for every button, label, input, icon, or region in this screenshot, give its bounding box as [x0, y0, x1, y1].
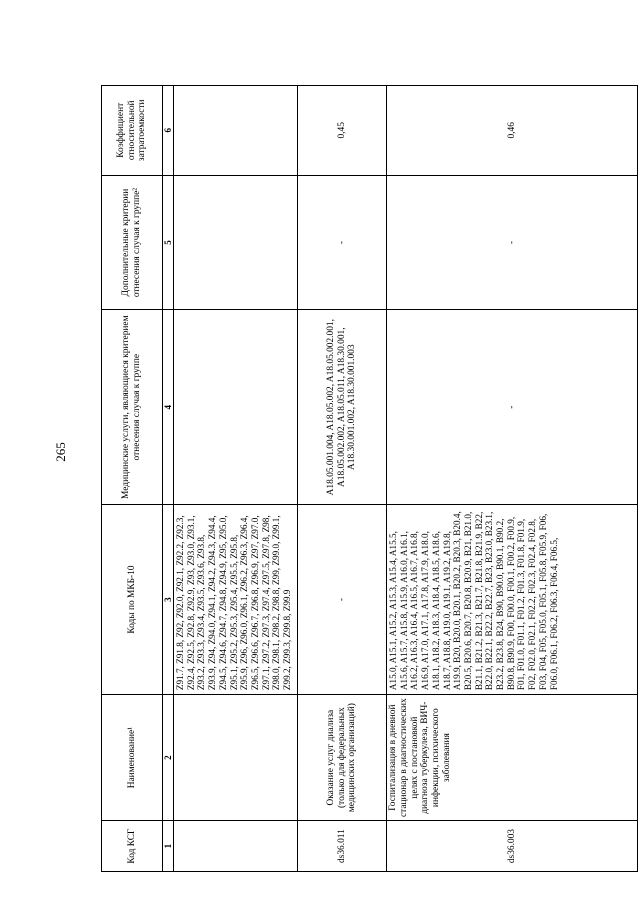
- table-row: [387, 86, 638, 872]
- cell-extra-criteria: [174, 175, 298, 310]
- cell-extra-criteria: -: [387, 175, 638, 310]
- cell-coefficient: 0,45: [297, 86, 386, 176]
- column-number: 2: [163, 695, 174, 821]
- column-number: 3: [163, 505, 174, 695]
- ksg-table: [101, 85, 638, 872]
- cell-coefficient: 0,46: [387, 86, 638, 176]
- table-row: [174, 86, 298, 872]
- column-number: 4: [163, 310, 174, 505]
- cell-name: [174, 695, 298, 821]
- column-number: 5: [163, 175, 174, 310]
- cell-name: Госпитализация в дневной стационар в диагностических целях с постановкой диагноза туберкулеза, ВИЧ-инфекции, психического заболевания: [387, 695, 638, 821]
- cell-name: Оказание услуг диализа (только для федеральных медицинских организаций): [297, 695, 386, 821]
- header-extra-criteria: Дополнительные критерии отнесения случая к группе²: [102, 175, 163, 310]
- cell-services: [174, 310, 298, 505]
- header-row: [102, 86, 163, 872]
- column-number: 6: [163, 86, 174, 176]
- cell-coefficient: [174, 86, 298, 176]
- cell-icd-codes: A15.0, A15.1, A15.2, A15.3, A15.4, A15.5, A15.6, A15.7, A15.8, A15.9, A16.0, A16.1, A16.2, A16.3, A16.4, A16.5, A16.7, A16.8, A16.9, A17.0, A17.1, A17.8, A17.9, A18.0, A18.1, A18.2, A18.3, A18.4, A18.5, A18.6, A18.7, A18.8, A19.0, A19.1, A19.2, A19.8, A19.9, B20, B20.0, B20.1, B20.2, B20.3, B20.4, B20.5, B20.6, B20.7, B20.8, B20.9, B21, B21.0, B21.1, B21.2, B21.3, B21.7, B21.8, B21.9, B22, B22.0, B22.1, B22.2, B22.7, B23, B23.0, B23.1, B23.2, B23.8, B24, B90, B90.0, B90.1, B90.2, B90.8, B90.9, F00, F00.0, F00.1, F00.2, F00.9, F01, F01.0, F01.1, F01.2, F01.3, F01.8, F01.9, F02, F02.0, F02.1, F02.2, F02.3, F02.4, F02.8, F03, F04, F05, F05.0, F05.1, F05.8, F05.9, F06, F06.0, F06.1, F06.2, F06.3, F06.4, F06.5,: [387, 505, 638, 695]
- cell-extra-criteria: -: [297, 175, 386, 310]
- header-medical-services: Медицинские услуги, являющиеся критерием отнесения случая к группе: [102, 310, 163, 505]
- cell-icd-codes: Z91.7, Z91.8, Z92, Z92.0, Z92.1, Z92.2, Z92.3, Z92.4, Z92.5, Z92.8, Z92.9, Z93, Z93.0, Z93.1, Z93.2, Z93.3, Z93.4, Z93.5, Z93.6, Z93.8, Z93.9, Z94, Z94.0, Z94.1, Z94.2, Z94.3, Z94.4, Z94.5, Z94.6, Z94.7, Z94.8, Z94.9, Z95, Z95.0, Z95.1, Z95.2, Z95.3, Z95.4, Z95.5, Z95.8, Z95.9, Z96, Z96.0, Z96.1, Z96.2, Z96.3, Z96.4, Z96.5, Z96.6, Z96.7, Z96.8, Z96.9, Z97, Z97.0, Z97.1, Z97.2, Z97.3, Z97.4, Z97.5, Z97.8, Z98, Z98.0, Z98.1, Z98.2, Z98.8, Z99, Z99.0, Z99.1, Z99.2, Z99.3, Z99.8, Z99.9: [174, 505, 298, 695]
- table-row: [297, 86, 386, 872]
- header-coefficient: Коэффициент относительной затратоемкости: [102, 86, 163, 176]
- rotated-table-wrapper: [101, 85, 638, 872]
- header-icd-codes: Коды по МКБ-10: [102, 505, 163, 695]
- column-number-row: [163, 86, 174, 872]
- column-number: 1: [163, 821, 174, 872]
- cell-code: ds36.011: [297, 821, 386, 872]
- cell-services: -: [387, 310, 638, 505]
- cell-code: [174, 821, 298, 872]
- header-name: Наименование¹: [102, 695, 163, 821]
- cell-code: ds36.003: [387, 821, 638, 872]
- header-ksg-code: Код КСГ: [102, 821, 163, 872]
- cell-icd-codes: -: [297, 505, 386, 695]
- cell-services: A18.05.001.004, A18.05.002, A18.05.002.001, A18.05.002.002, A18.05.011, A18.30.001, A18.30.001.002, A18.30.001.003: [297, 310, 386, 505]
- page-number: 265: [53, 442, 68, 462]
